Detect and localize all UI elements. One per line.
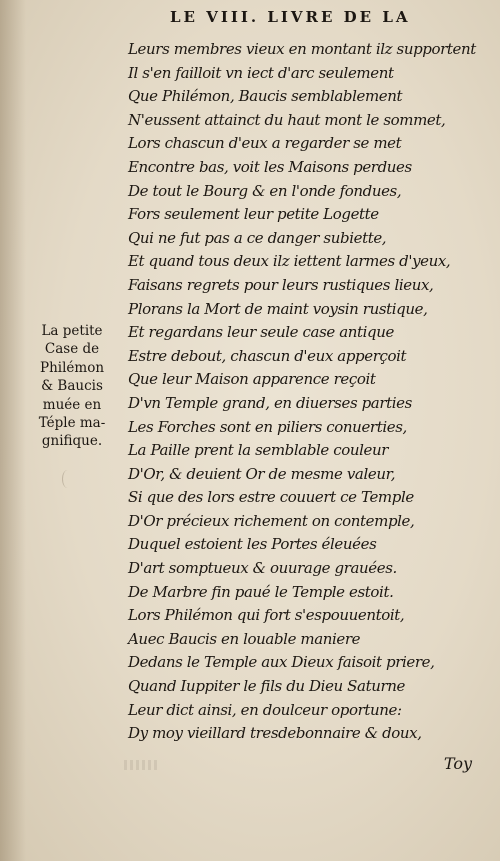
marginal-note-line: muée en [42,396,102,413]
verse-line: D'Or précieux richement on contemple, [128,511,415,530]
marginal-note-line: Philémon [39,359,105,376]
verse-line: Et regardans leur seule case antique [128,323,394,342]
verse-line: Lors chascun d'eux a regarder se met [128,134,402,153]
show-through-ink [124,760,158,770]
verse-line: Faisans regrets pour leurs rustiques lieux, [128,275,434,294]
verse-line: D'vn Temple grand, en diuerses parties [128,393,412,412]
paper-stain [62,470,73,488]
marginal-note [18,322,126,451]
verse-line: N'eussent attainct du haut mont le sommet, [128,110,446,129]
catchword: Toy [443,754,472,773]
verse-line: Leurs membres vieux en montant ilz supportent [128,40,476,58]
running-header: LE VIII. LIVRE DE LA [170,8,411,26]
verse-line: Si que des lors estre couuert ce Temple [128,488,414,507]
verse-line: D'art somptueux & ouurage grauées. [128,559,397,578]
verse-block [128,38,488,746]
verse-line: Que Philémon, Baucis semblablement [128,87,403,106]
verse-line: Fors seulement leur petite Logette [128,205,379,224]
marginal-note-line: Téple ma- [38,415,106,432]
verse-line: Encontre bas, voit les Maisons perdues [128,157,412,176]
verse-line: Plorans la Mort de maint voysin rustique, [128,299,428,318]
verse-line: Qui ne fut pas a ce danger subiette, [128,228,387,247]
marginal-note-line: Case de [44,341,100,358]
verse-line: Dedans le Temple aux Dieux faisoit priere, [128,653,435,672]
verse-line: Il s'en failloit vn iect d'arc seulement [128,63,394,82]
verse-line: Lors Philémon qui fort s'espouuentoit, [128,606,405,625]
verse-line: D'Or, & deuient Or de mesme valeur, [128,464,396,483]
verse-line: Estre debout, chascun d'eux apperçoit [128,346,407,365]
verse-line: Quand Iuppiter le fils du Dieu Saturne [128,677,405,696]
verse-line: Duquel estoient les Portes éleuées [128,535,377,554]
marginal-note-line: & Baucis [41,378,103,395]
verse-line: La Paille prent la semblable couleur [128,441,389,460]
verse-line: Dy moy vieillard tresdebonnaire & doux, [128,724,422,743]
verse-line: De tout le Bourg & en l'onde fondues, [128,181,402,200]
verse-line: Leur dict ainsi, en doulceur oportune: [128,700,402,719]
verse-line: De Marbre fin paué le Temple estoit. [128,582,394,601]
verse-line: Les Forches sont en piliers conuerties, [128,417,407,436]
verse-line: Et quand tous deux ilz iettent larmes d'yeux, [128,252,451,271]
marginal-note-line: gnifique. [41,433,103,450]
verse-line: Que leur Maison apparence reçoit [128,370,376,389]
verse-line: Auec Baucis en louable maniere [128,629,361,648]
marginal-note-line: La petite [41,323,103,339]
